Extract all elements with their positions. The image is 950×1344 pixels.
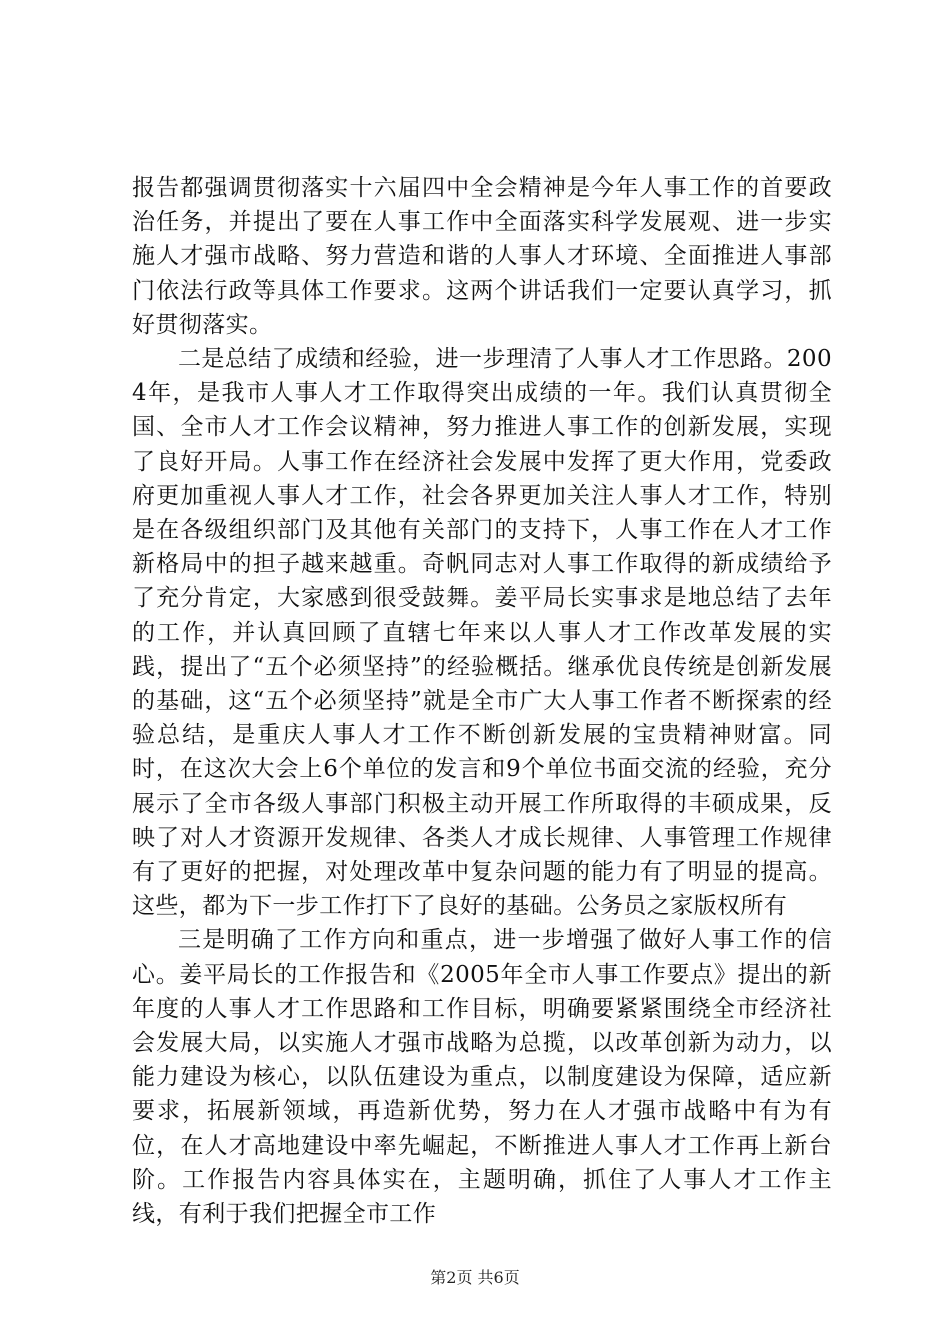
page-footer: 第2页 共6页 <box>430 1268 520 1287</box>
paragraph-2: 二是总结了成绩和经验，进一步理清了人事人才工作思路。2004年，是我市人事人才工作取得突出成绩的一年。我们认真贯彻全国、全市人才工作会议精神，努力推进人事工作的创新发展，实现了良好开局。人事工作在经济社会发展中发挥了更大作用，党委政府更加重视人事人才工作，社会各界更加关注人事人才工作，特别是在各级组织部门及其他有关部门的支持下，人事工作在人才工作新格局中的担子越来越重。奇帆同志对人事工作取得的新成绩给予了充分肯定，大家感到很受鼓舞。姜平局长实事求是地总结了去年的工作，并认真回顾了直辖七年来以人事人才工作改革发展的实践，提出了“五个必须坚持”的经验概括。继承优良传统是创新发展的基础，这“五个必须坚持”就是全市广大人事工作者不断探索的经验总结，是重庆人事人才工作不断创新发展的宝贵精神财富。同时，在这次大会上6个单位的发言和9个单位书面交流的经验，充分展示了全市各级人事部门积极主动开展工作所取得的丰硕成果，反映了对人才资源开发规律、各类人才成长规律、人事管理工作规律有了更好的把握，对处理改革中复杂问题的能力有了明显的提高。这些，都为下一步工作打下了良好的基础。公务员之家版权所有 <box>132 346 832 920</box>
paragraph-3: 三是明确了工作方向和重点，进一步增强了做好人事工作的信心。姜平局长的工作报告和《2005年全市人事工作要点》提出的新年度的人事人才工作思路和工作目标，明确要紧紧围绕全市经济社会发展大局，以实施人才强市战略为总揽，以改革创新为动力，以能力建设为核心，以队伍建设为重点，以制度建设为保障，适应新要求，拓展新领域，再造新优势，努力在人才强市战略中有为有位，在人才高地建设中率先崛起，不断推进人事人才工作再上新台阶。工作报告内容具体实在，主题明确，抓住了人事人才工作主线，有利于我们把握全市工作 <box>132 927 832 1228</box>
document-body <box>132 171 832 1231</box>
paragraph-1: 报告都强调贯彻落实十六届四中全会精神是今年人事工作的首要政治任务，并提出了要在人事工作中全面落实科学发展观、进一步实施人才强市战略、努力营造和谐的人事人才环境、全面推进人事部门依法行政等具体工作要求。这两个讲话我们一定要认真学习，抓好贯彻落实。 <box>132 175 832 338</box>
